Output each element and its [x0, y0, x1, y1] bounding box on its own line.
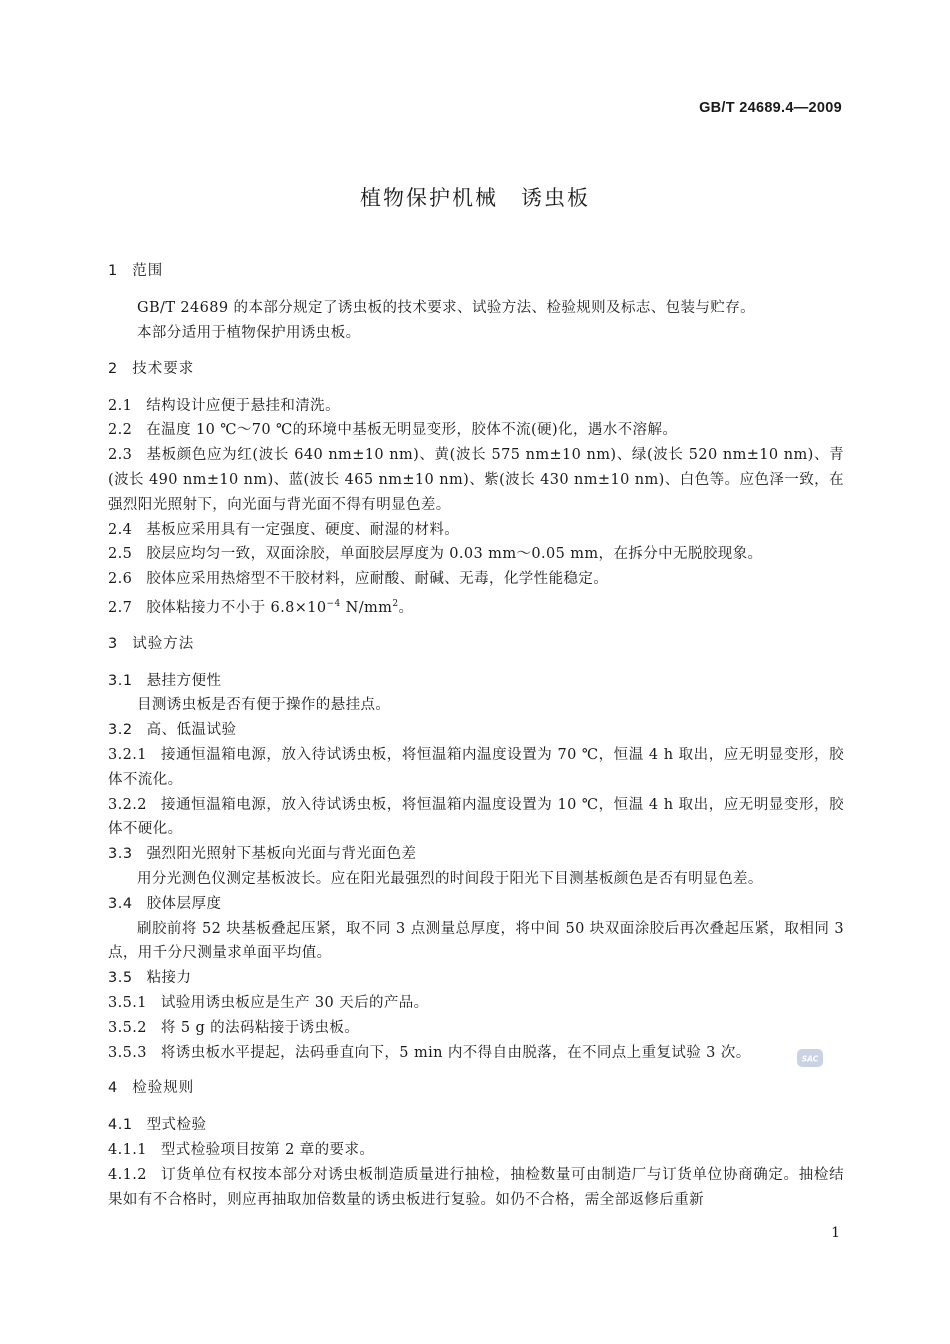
- standard-code: GB/T 24689.4—2009: [699, 100, 842, 116]
- clause-3-5-1: 3.5.1 试验用诱虫板应是生产 30 天后的产品。: [108, 994, 429, 1011]
- subsection-heading-3-4: 3.4 胶体层厚度: [108, 895, 222, 912]
- page-number: 1: [831, 1225, 840, 1241]
- clause-3-5-2: 3.5.2 将 5 g 的法码粘接于诱虫板。: [108, 1019, 360, 1036]
- svg-text:SAC: SAC: [801, 1054, 819, 1064]
- paragraph: 本部分适用于植物保护用诱虫板。: [137, 324, 361, 341]
- subsection-heading-3-2: 3.2 高、低温试验: [108, 722, 237, 739]
- document-title: 植物保护机械 诱虫板: [360, 186, 590, 210]
- paragraph: 刷胶前将 52 块基板叠起压紧，取不同 3 点测量总厚度，将中间 50 块双面涂胶后再次叠起压紧，取相同 3 点，用千分尺测量求单面平均值。: [108, 920, 844, 962]
- clause-2-1: 2.1 结构设计应便于悬挂和清洗。: [108, 397, 340, 414]
- section-heading-1: 1 范围: [108, 263, 164, 279]
- clause-3-2-1: 3.2.1 接通恒温箱电源，放入待试诱虫板，将恒温箱内温度设置为 70 ℃，恒温 4 h 取出，应无明显变形，胶体不流化。: [108, 746, 844, 788]
- clause-2-5: 2.5 胶层应均匀一致，双面涂胶，单面胶层厚度为 0.03 mm～0.05 mm，在拆分中无脱胶现象。: [108, 546, 763, 563]
- clause-2-4: 2.4 基板应采用具有一定强度、硬度、耐湿的材料。: [108, 521, 460, 538]
- document-body: [108, 254, 844, 1213]
- clause-2-6: 2.6 胶体应采用热熔型不干胶材料，应耐酸、耐碱、无毒，化学性能稳定。: [108, 571, 609, 588]
- section-heading-4: 4 检验规则: [108, 1080, 195, 1097]
- paragraph: 用分光测色仪测定基板波长。应在阳光最强烈的时间段于阳光下目测基板颜色是否有明显色差。: [137, 870, 763, 887]
- subsection-heading-3-1: 3.1 悬挂方便性: [108, 672, 222, 689]
- clause-3-5-3: 3.5.3 将诱虫板水平提起，法码垂直向下，5 min 内不得自由脱落，在不同点上重复试验 3 次。: [108, 1044, 751, 1061]
- clause-2-7: 2.7 胶体粘接力不小于 $6.8\times 10^{-4}$ $N/mm^2$。: [108, 598, 414, 616]
- clause-3-2-2: 3.2.2 接通恒温箱电源，放入待试诱虫板，将恒温箱内温度设置为 10 ℃，恒温 4 h 取出，应无明显变形，胶体不硬化。: [108, 796, 844, 838]
- subsection-heading-4-1: 4.1 型式检验: [108, 1117, 207, 1134]
- sac-logo-icon: [797, 1049, 823, 1067]
- section-heading-3: 3 试验方法: [108, 635, 195, 652]
- subsection-heading-3-3: 3.3 强烈阳光照射下基板向光面与背光面色差: [108, 846, 417, 863]
- section-heading-2: 2 技术要求: [108, 360, 195, 377]
- subsection-heading-3-5: 3.5 粘接力: [108, 970, 192, 987]
- clause-2-2: 2.2 在温度 10 ℃～70 ℃的环境中基板无明显变形，胶体不流(硬)化，遇水不溶解。: [108, 422, 678, 439]
- paragraph: GB/T 24689 的本部分规定了诱虫板的技术要求、试验方法、检验规则及标志、包装与贮存。: [137, 300, 756, 316]
- clause-4-1-2: 4.1.2 订货单位有权按本部分对诱虫板制造质量进行抽检，抽检数量可由制造厂与订货单位协商确定。抽检结果如有不合格时，则应再抽取加倍数量的诱虫板进行复验。如仍不合格，需全部返修后重新: [108, 1166, 844, 1208]
- clause-2-3: 2.3 基板颜色应为红(波长 640 nm±10 nm)、黄(波长 575 nm±10 nm)、绿(波长 520 nm±10 nm)、青(波长 490 nm±10 nm)、蓝(波长 465 nm±10 nm)、紫(波长 430 nm±10 nm)、白色等。应色泽一致，在强烈阳光照射下，向光面与背光面不得有明显色差。: [108, 447, 844, 513]
- paragraph: 目测诱虫板是否有便于操作的悬挂点。: [137, 697, 391, 714]
- clause-4-1-1: 4.1.1 型式检验项目按第 2 章的要求。: [108, 1142, 375, 1159]
